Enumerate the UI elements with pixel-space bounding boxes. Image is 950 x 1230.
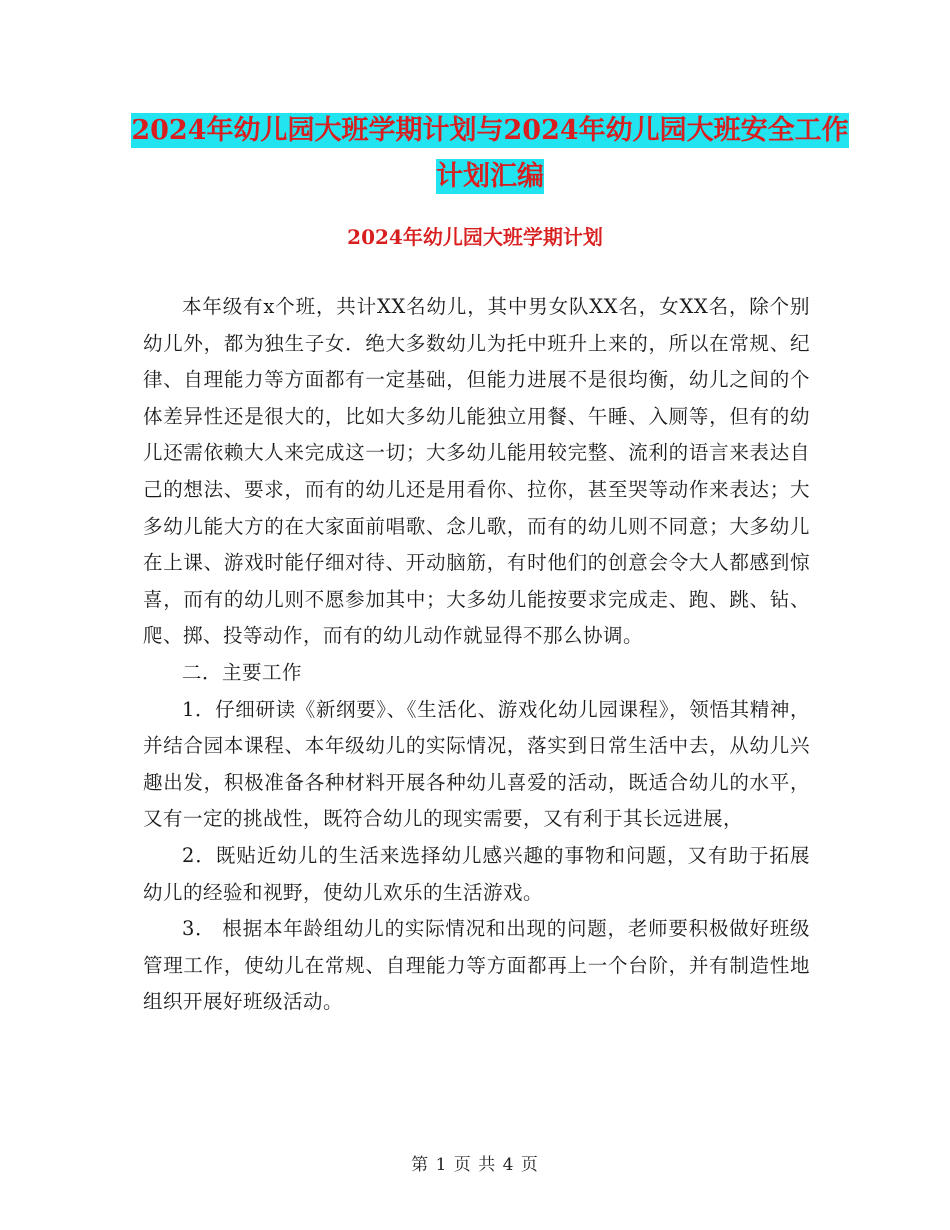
document-title [120, 108, 860, 200]
paragraph-item-1: 1．仔细研读《新纲要》、《生活化、游戏化幼儿园课程》，领悟其精神，并结合园本课程、本年级幼儿的实际情况，落实到日常生活中去，从幼儿兴趣出发，积极准备各种材料开展各种幼儿喜爱的活动，既适合幼儿的水平，又有一定的挑战性，既符合幼儿的现实需要，又有利于其长远进展， [143, 697, 810, 831]
paragraph-main-work-heading: 二．主要工作 [182, 660, 303, 684]
section-title: 2024年幼儿园大班学期计划 [347, 225, 603, 249]
paragraph-item-3: 3． 根据本年龄组幼儿的实际情况和出现的问题，老师要积极做好班级管理工作，使幼儿在常规、自理能力等方面都再上一个台阶，并有制造性地组织开展好班级活动。 [143, 917, 810, 1014]
document-title-text: 2024年幼儿园大班学期计划与2024年幼儿园大班安全工作计划汇编 [131, 115, 849, 192]
paragraph-item-2: 2．既贴近幼儿的生活来选择幼儿感兴趣的事物和问题，又有助于拓展幼儿的经验和视野，使幼儿欢乐的生活游戏。 [143, 843, 810, 904]
page-footer: 第 1 页 共 4 页 [411, 1155, 539, 1175]
document-body [143, 289, 810, 1021]
paragraph-class-overview: 本年级有x个班，共计XX名幼儿，其中男女队XX名，女XX名，除个别幼儿外，都为独生子女．绝大多数幼儿为托中班升上来的，所以在常规、纪律、自理能力等方面都有一定基础，但能力进展不是很均衡，幼儿之间的个体差异性还是很大的，比如大多幼儿能独立用餐、午睡、入厕等，但有的幼儿还需依赖大人来完成这一切；大多幼儿能用较完整、流利的语言来表达自己的想法、要求，而有的幼儿还是用看你、拉你，甚至哭等动作来表达；大多幼儿能大方的在大家面前唱歌、念儿歌，而有的幼儿则不同意；大多幼儿在上课、游戏时能仔细对待、开动脑筋，有时他们的创意会令大人都感到惊喜，而有的幼儿则不愿参加其中；大多幼儿能按要求完成走、跑、跳、钻、爬、掷、投等动作，而有的幼儿动作就显得不那么协调。 [143, 295, 810, 648]
